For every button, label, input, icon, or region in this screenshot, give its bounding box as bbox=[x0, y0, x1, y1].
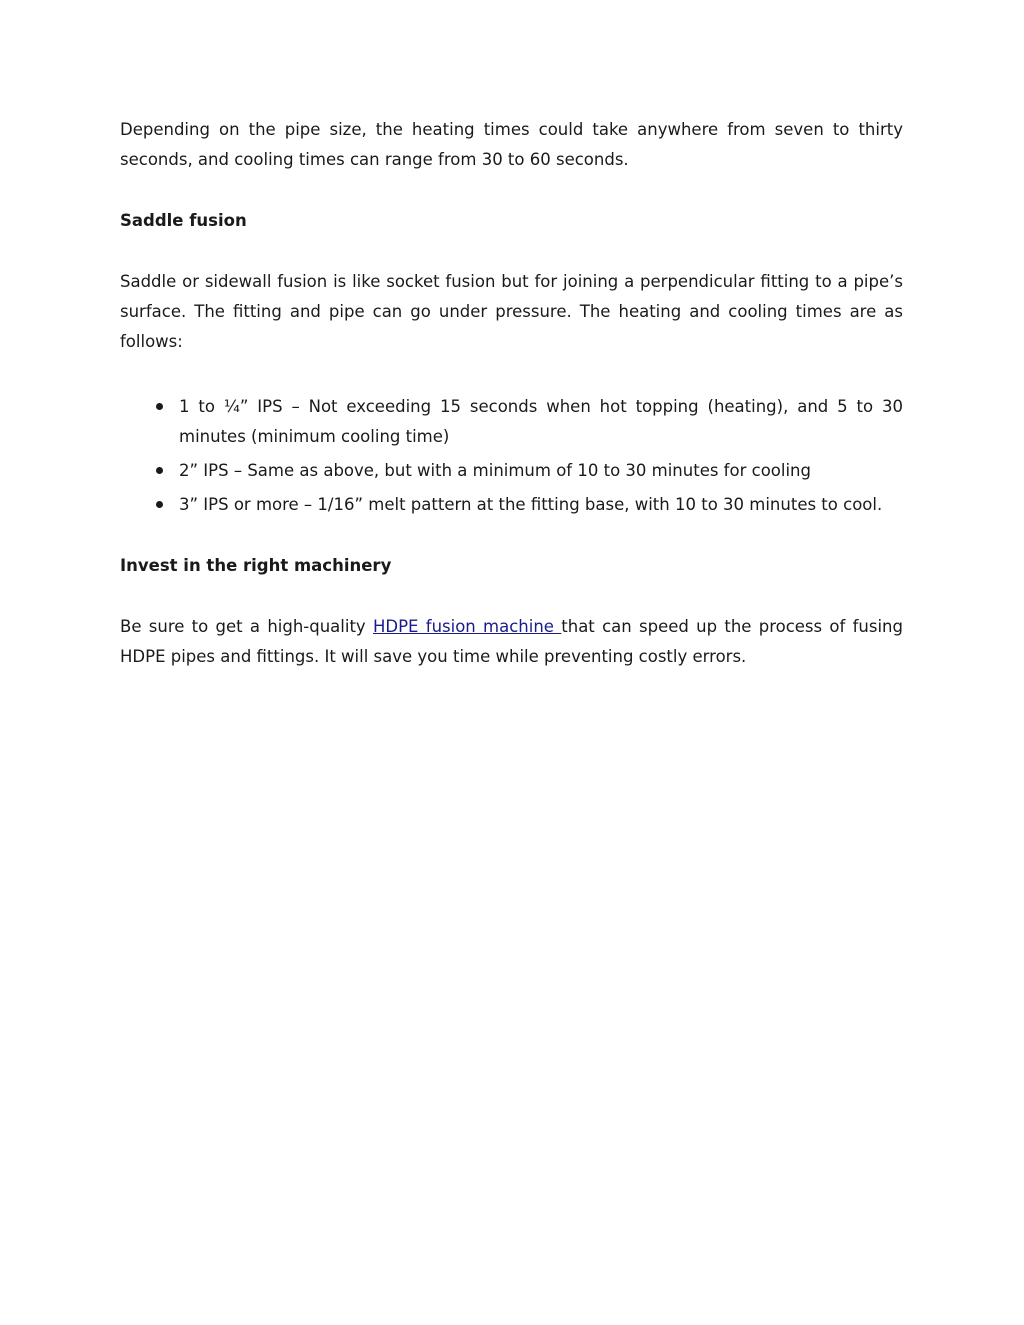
document-page bbox=[120, 115, 903, 672]
list-item bbox=[120, 392, 903, 453]
bullet-icon bbox=[156, 501, 163, 508]
spacer bbox=[120, 176, 903, 207]
spacer bbox=[120, 581, 903, 612]
section-heading-invest: Invest in the right machinery bbox=[120, 556, 392, 576]
hdpe-fusion-machine-link[interactable]: HDPE fusion machine bbox=[372, 616, 562, 636]
spacer bbox=[120, 358, 903, 392]
bullet-icon bbox=[156, 467, 163, 474]
machinery-paragraph bbox=[120, 612, 903, 673]
spacer bbox=[120, 524, 903, 551]
list-item-text: 3” IPS or more – 1/16” melt pattern at the fitting base, with 10 to 30 minutes to cool. bbox=[179, 495, 883, 515]
bullet-list bbox=[120, 392, 903, 521]
intro-paragraph: Depending on the pipe size, the heating times could take anywhere from seven to thirty seconds, and cooling times can range from 30 to 60 seconds. bbox=[120, 120, 903, 170]
bullet-icon bbox=[156, 403, 163, 410]
spacer bbox=[120, 236, 903, 267]
machinery-text-after-link: that can speed up the process of fusing HDPE pipes and fittings. It will save you time while preventing costly errors. bbox=[120, 616, 903, 667]
list-item-text: 1 to ¼” IPS – Not exceeding 15 seconds when hot topping (heating), and 5 to 30 minutes (minimum cooling time) bbox=[179, 396, 903, 447]
section-heading-saddle-fusion: Saddle fusion bbox=[120, 211, 247, 231]
list-item bbox=[120, 456, 903, 486]
list-item-text: 2” IPS – Same as above, but with a minimum of 10 to 30 minutes for cooling bbox=[179, 461, 811, 481]
saddle-fusion-paragraph: Saddle or sidewall fusion is like socket fusion but for joining a perpendicular fitting to a pipe’s surface. The fitting and pipe can go under pressure. The heating and cooling times are as follows: bbox=[120, 271, 903, 352]
list-item bbox=[120, 490, 903, 520]
machinery-text-before-link: Be sure to get a high-quality bbox=[120, 616, 373, 636]
